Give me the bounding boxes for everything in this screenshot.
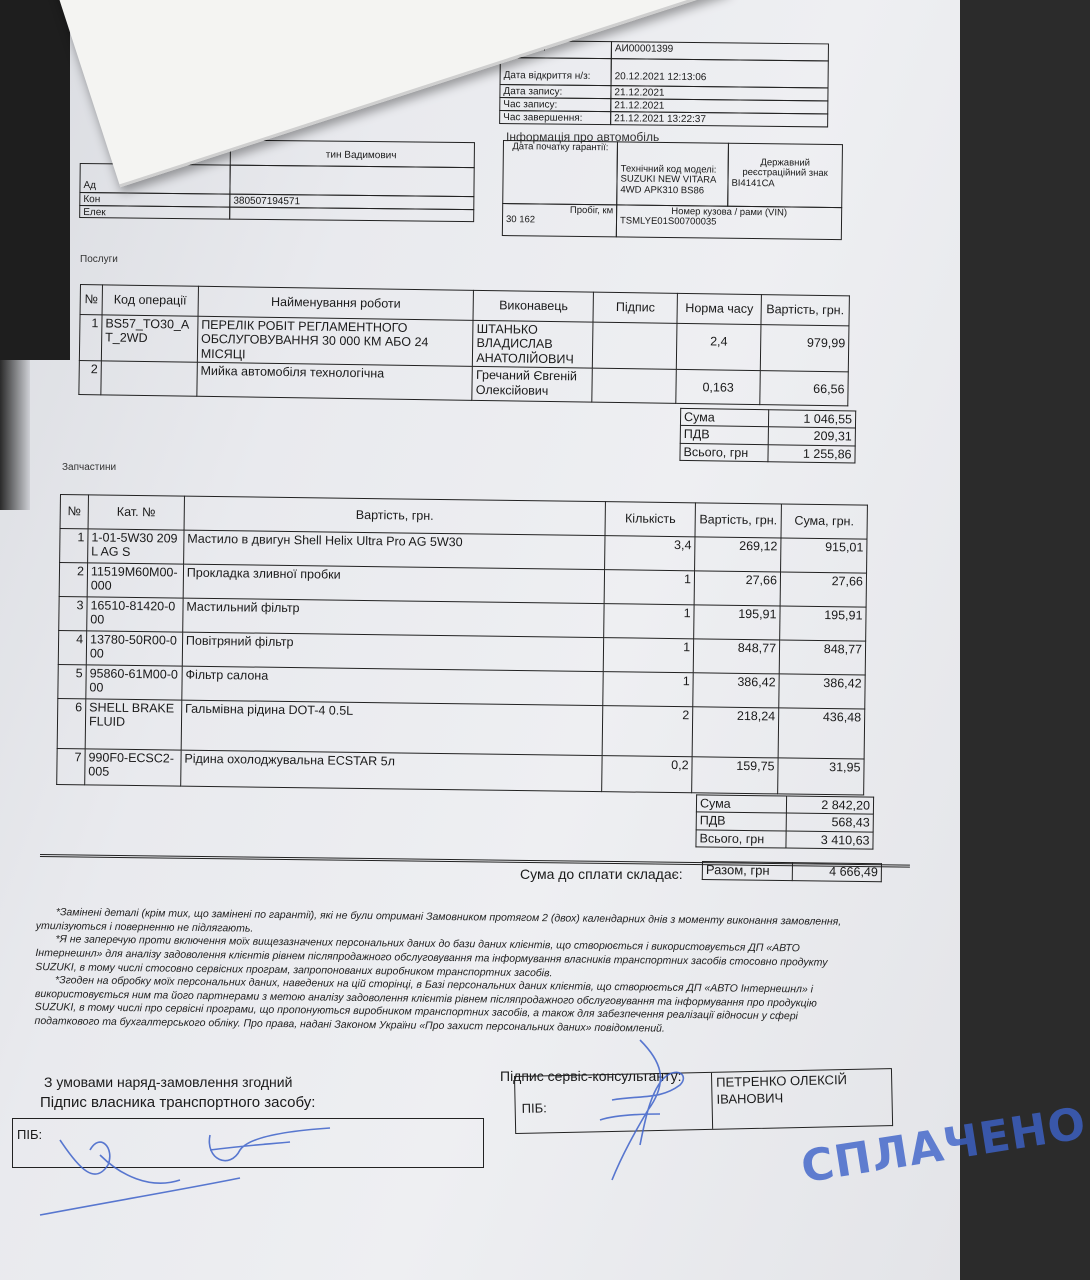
part-name: Фільтр салона	[182, 666, 604, 706]
part-sum: 436,48	[778, 708, 865, 759]
part-name: Мастильний фільтр	[183, 598, 605, 638]
owner-signature-label: Підпис власника транспортного засобу:	[40, 1094, 316, 1111]
plate-value: ВІ4141СА	[731, 177, 775, 190]
part-sum: 31,95	[778, 758, 864, 795]
notes-block	[35, 906, 862, 1039]
part-sum: 27,66	[780, 572, 866, 607]
service-code	[101, 361, 197, 396]
part-cat: 11519M60M00-000	[87, 563, 183, 598]
part-cat: 16510-81420-000	[87, 597, 183, 632]
col-worker: Виконавець	[473, 290, 593, 322]
order-number-value: АИ00001399	[611, 41, 829, 61]
service-code: BS57_TO30_AT_2WD	[101, 315, 198, 363]
part-qty: 1	[604, 570, 694, 605]
services-total-value: 1 255,86	[768, 444, 855, 463]
service-name: ПЕРЕЛІК РОБІТ РЕГЛАМЕНТНОГО ОБСЛУГОВУВАННЯ 30 000 КМ АБО 24 МІСЯЦІ	[197, 316, 473, 366]
grand-total-box	[702, 861, 882, 882]
part-price: 269,12	[695, 537, 781, 572]
parts-vat-value: 568,43	[786, 813, 873, 832]
part-no: 3	[59, 596, 87, 630]
part-no: 6	[57, 698, 86, 748]
model-cell	[616, 141, 729, 206]
grand-total-value: 4 666,49	[792, 863, 881, 882]
service-cost: 979,99	[760, 325, 849, 372]
part-price: 27,66	[694, 571, 780, 606]
order-info-box	[499, 40, 830, 131]
parts-totals	[695, 794, 874, 849]
part-price: 848,77	[693, 639, 779, 674]
vehicle-heading: Інформація про автомобіль	[506, 130, 660, 144]
owner-pib-label: ПІБ:	[17, 1127, 43, 1142]
parts-label: Запчастини	[62, 462, 117, 473]
col-sum: Сума, грн.	[781, 504, 867, 539]
part-name: Прокладка зливної пробки	[183, 564, 605, 604]
consultant-pib-label: ПІБ:	[521, 1100, 547, 1116]
service-worker: ШТАНЬКО ВЛАДИСЛАВ АНАТОЛІЙОВИЧ	[473, 320, 594, 368]
col-op-code: Код операції	[102, 285, 198, 316]
part-no: 5	[58, 664, 86, 698]
vehicle-info-box	[502, 140, 843, 240]
services-sum-value: 1 046,55	[768, 410, 855, 429]
client-address-value	[229, 165, 474, 198]
client-email-value	[229, 207, 474, 223]
part-sum: 195,91	[780, 606, 866, 641]
service-hours: 0,163	[676, 369, 760, 404]
col-cost: Вартість, грн.	[761, 295, 849, 326]
vin-value: TSMLYE01S00700035	[619, 215, 717, 229]
services-totals	[679, 408, 856, 464]
part-cat: SHELL BRAKE FLUID	[85, 699, 182, 750]
col-qty: Кількість	[605, 502, 695, 537]
col-part-name: Вартість, грн.	[184, 496, 606, 536]
background-left	[0, 0, 70, 360]
service-hours: 2,4	[676, 323, 761, 370]
grand-total-caption: Сума до сплати складає:	[520, 866, 683, 882]
part-qty: 1	[604, 604, 694, 639]
owner-signature-scribble	[40, 1128, 330, 1215]
part-cat: 13780-50R00-000	[86, 631, 182, 666]
col-work-name: Найменування роботи	[198, 286, 474, 320]
order-open-date-value: 20.12.2021 12:13:06	[611, 58, 829, 88]
consultant-signature-label: Підпис сервіс-консультанту:	[500, 1068, 682, 1084]
part-cat: 95860-61M00-000	[86, 665, 182, 700]
finish-time-value: 21.12.2021 13:22:37	[610, 111, 828, 127]
col-price: Вартість, грн.	[695, 503, 781, 538]
services-label: Послуги	[80, 254, 118, 265]
col-hours: Норма часу	[677, 293, 761, 324]
record-date-value: 21.12.2021	[610, 85, 828, 101]
part-sum: 386,42	[779, 674, 865, 709]
parts-table	[56, 494, 868, 796]
client-phone-label: Кон	[79, 192, 230, 208]
col-no: №	[80, 285, 102, 315]
record-time-value: 21.12.2021	[610, 98, 828, 114]
client-phone-value: 380507194571	[229, 194, 474, 211]
service-worker: Гречаний Євгеній Олексійович	[472, 366, 592, 402]
note-3: *Згоден на обробку моїх персональних даних, наведених на цій сторінці, в Базі персональних даних клієнтів, що створюється ДП «АВТО Інтернешнл» і використовується ним та його партнерами з метою аналізу задоволення клієнтів рівнем післяпродажного обслуговування та інформування про продукцію SUZUKI, в тому числі про сервісні програми, що пропонуються виробником транспортних засобів, а також для забезпечення реалізації відносин у сфері податкового та бухгалтерського обліку. Про права, надані Законом України «Про захист персональних даних» повідомлений.	[34, 974, 817, 1035]
warranty-start-label: Дата початку гарантії:	[502, 140, 618, 205]
model-label: Технічний код моделі:	[620, 163, 717, 176]
part-no: 7	[57, 748, 85, 784]
record-date-label: Дата запису:	[499, 84, 611, 99]
part-cat: 1-01-5W30 209 L AG S	[88, 529, 184, 564]
service-cost: 66,56	[760, 371, 848, 406]
mileage-cell	[502, 203, 617, 237]
part-name: Гальмівна рідина DOT-4 0.5L	[181, 700, 603, 756]
part-price: 195,91	[694, 605, 780, 640]
order-open-date-label: Дата відкриття н/з:	[500, 57, 612, 86]
part-qty: 2	[602, 706, 693, 757]
mileage-value: 30 162	[505, 214, 536, 226]
parts-vat-label: ПДВ	[696, 812, 786, 831]
part-qty: 1	[603, 672, 693, 707]
service-no: 1	[79, 315, 102, 361]
part-qty: 1	[603, 638, 693, 673]
paid-stamp: СПЛАЧЕНО	[797, 1097, 1090, 1194]
part-sum: 915,01	[781, 538, 867, 573]
note-1: *Замінені деталі (крім тих, що замінені по гарантії), які не були отримані Замовником протягом 2 (двох) календарних днів з моменту виконання замовлення, утилізуються і поверненню не підлягають.	[35, 906, 842, 935]
service-name: Мийка автомобіля технологічна	[197, 362, 473, 400]
services-vat-label: ПДВ	[680, 426, 768, 445]
part-no: 2	[59, 563, 87, 597]
grand-total-label: Разом, грн	[702, 862, 792, 881]
part-name: Рідина охолоджувальна ECSTAR 5л	[181, 750, 603, 792]
part-no: 4	[58, 630, 86, 664]
part-price: 386,42	[693, 673, 779, 708]
consultant-signature-scribble	[600, 1040, 683, 1180]
record-time-label: Час запису:	[499, 97, 611, 112]
services-table	[78, 284, 850, 407]
part-name: Мастило в двигун Shell Helix Ultra Pro AG 5W30	[183, 530, 605, 570]
part-qty: 3,4	[605, 536, 695, 571]
part-price: 159,75	[692, 757, 778, 794]
mileage-label: Пробіг, км	[569, 204, 614, 217]
services-sum-label: Сума	[680, 408, 768, 427]
part-cat: 990F0-ECSC2-005	[85, 749, 181, 786]
parts-sum-label: Сума	[696, 795, 786, 814]
parts-sum-value: 2 842,20	[786, 796, 873, 815]
service-signature	[593, 322, 678, 369]
vin-label: Номер кузова / рами (VIN)	[671, 206, 788, 219]
part-price: 218,24	[692, 707, 779, 758]
services-total-label: Всього, грн	[680, 443, 768, 462]
consultant-name: ПЕТРЕНКО ОЛЕКСІЙ ІВАНОВИЧ	[711, 1069, 892, 1129]
part-qty: 0,2	[602, 756, 692, 793]
model-value: SUZUKI NEW VITARA 4WD АРК310 BS86	[620, 173, 716, 197]
client-name: тин Вадимович	[230, 140, 475, 169]
part-sum: 848,77	[779, 640, 865, 675]
finish-time-label: Час завершення:	[499, 110, 611, 125]
col-signature: Підпис	[593, 292, 677, 323]
col-cat-no: Кат. №	[88, 495, 184, 530]
note-2: *Я не заперечую проти включення моїх вищезазначених персональних даних до бази даних клієнтів, що створюється і використовується ДП «АВТО Інтернешнл» для аналізу задоволення клієнтів рівнем післяпродажного обслуговування та інформування власників транспортних засобів стосовно продукту SUZUKI, в тому числі стосовно сервісних програм, запропонованих виробником транспортних засобів.	[35, 933, 828, 979]
agree-text: З умовами наряд-замовлення згодний	[44, 1074, 293, 1090]
client-address-label: Ад	[79, 163, 230, 195]
parts-total-value: 3 410,63	[786, 831, 873, 850]
services-vat-value: 209,31	[768, 427, 855, 446]
service-no: 2	[79, 361, 101, 395]
part-name: Повітряний фільтр	[182, 632, 604, 672]
plate-cell	[727, 143, 843, 208]
col-no: №	[60, 495, 88, 529]
background-left-fade	[0, 360, 30, 510]
vin-cell	[616, 204, 842, 240]
plate-label: Державний реєстраційний знак	[742, 157, 828, 180]
service-signature	[592, 368, 676, 403]
part-no: 1	[60, 529, 88, 563]
client-email-label: Елек	[79, 205, 230, 220]
parts-total-label: Всього, грн	[696, 830, 786, 849]
